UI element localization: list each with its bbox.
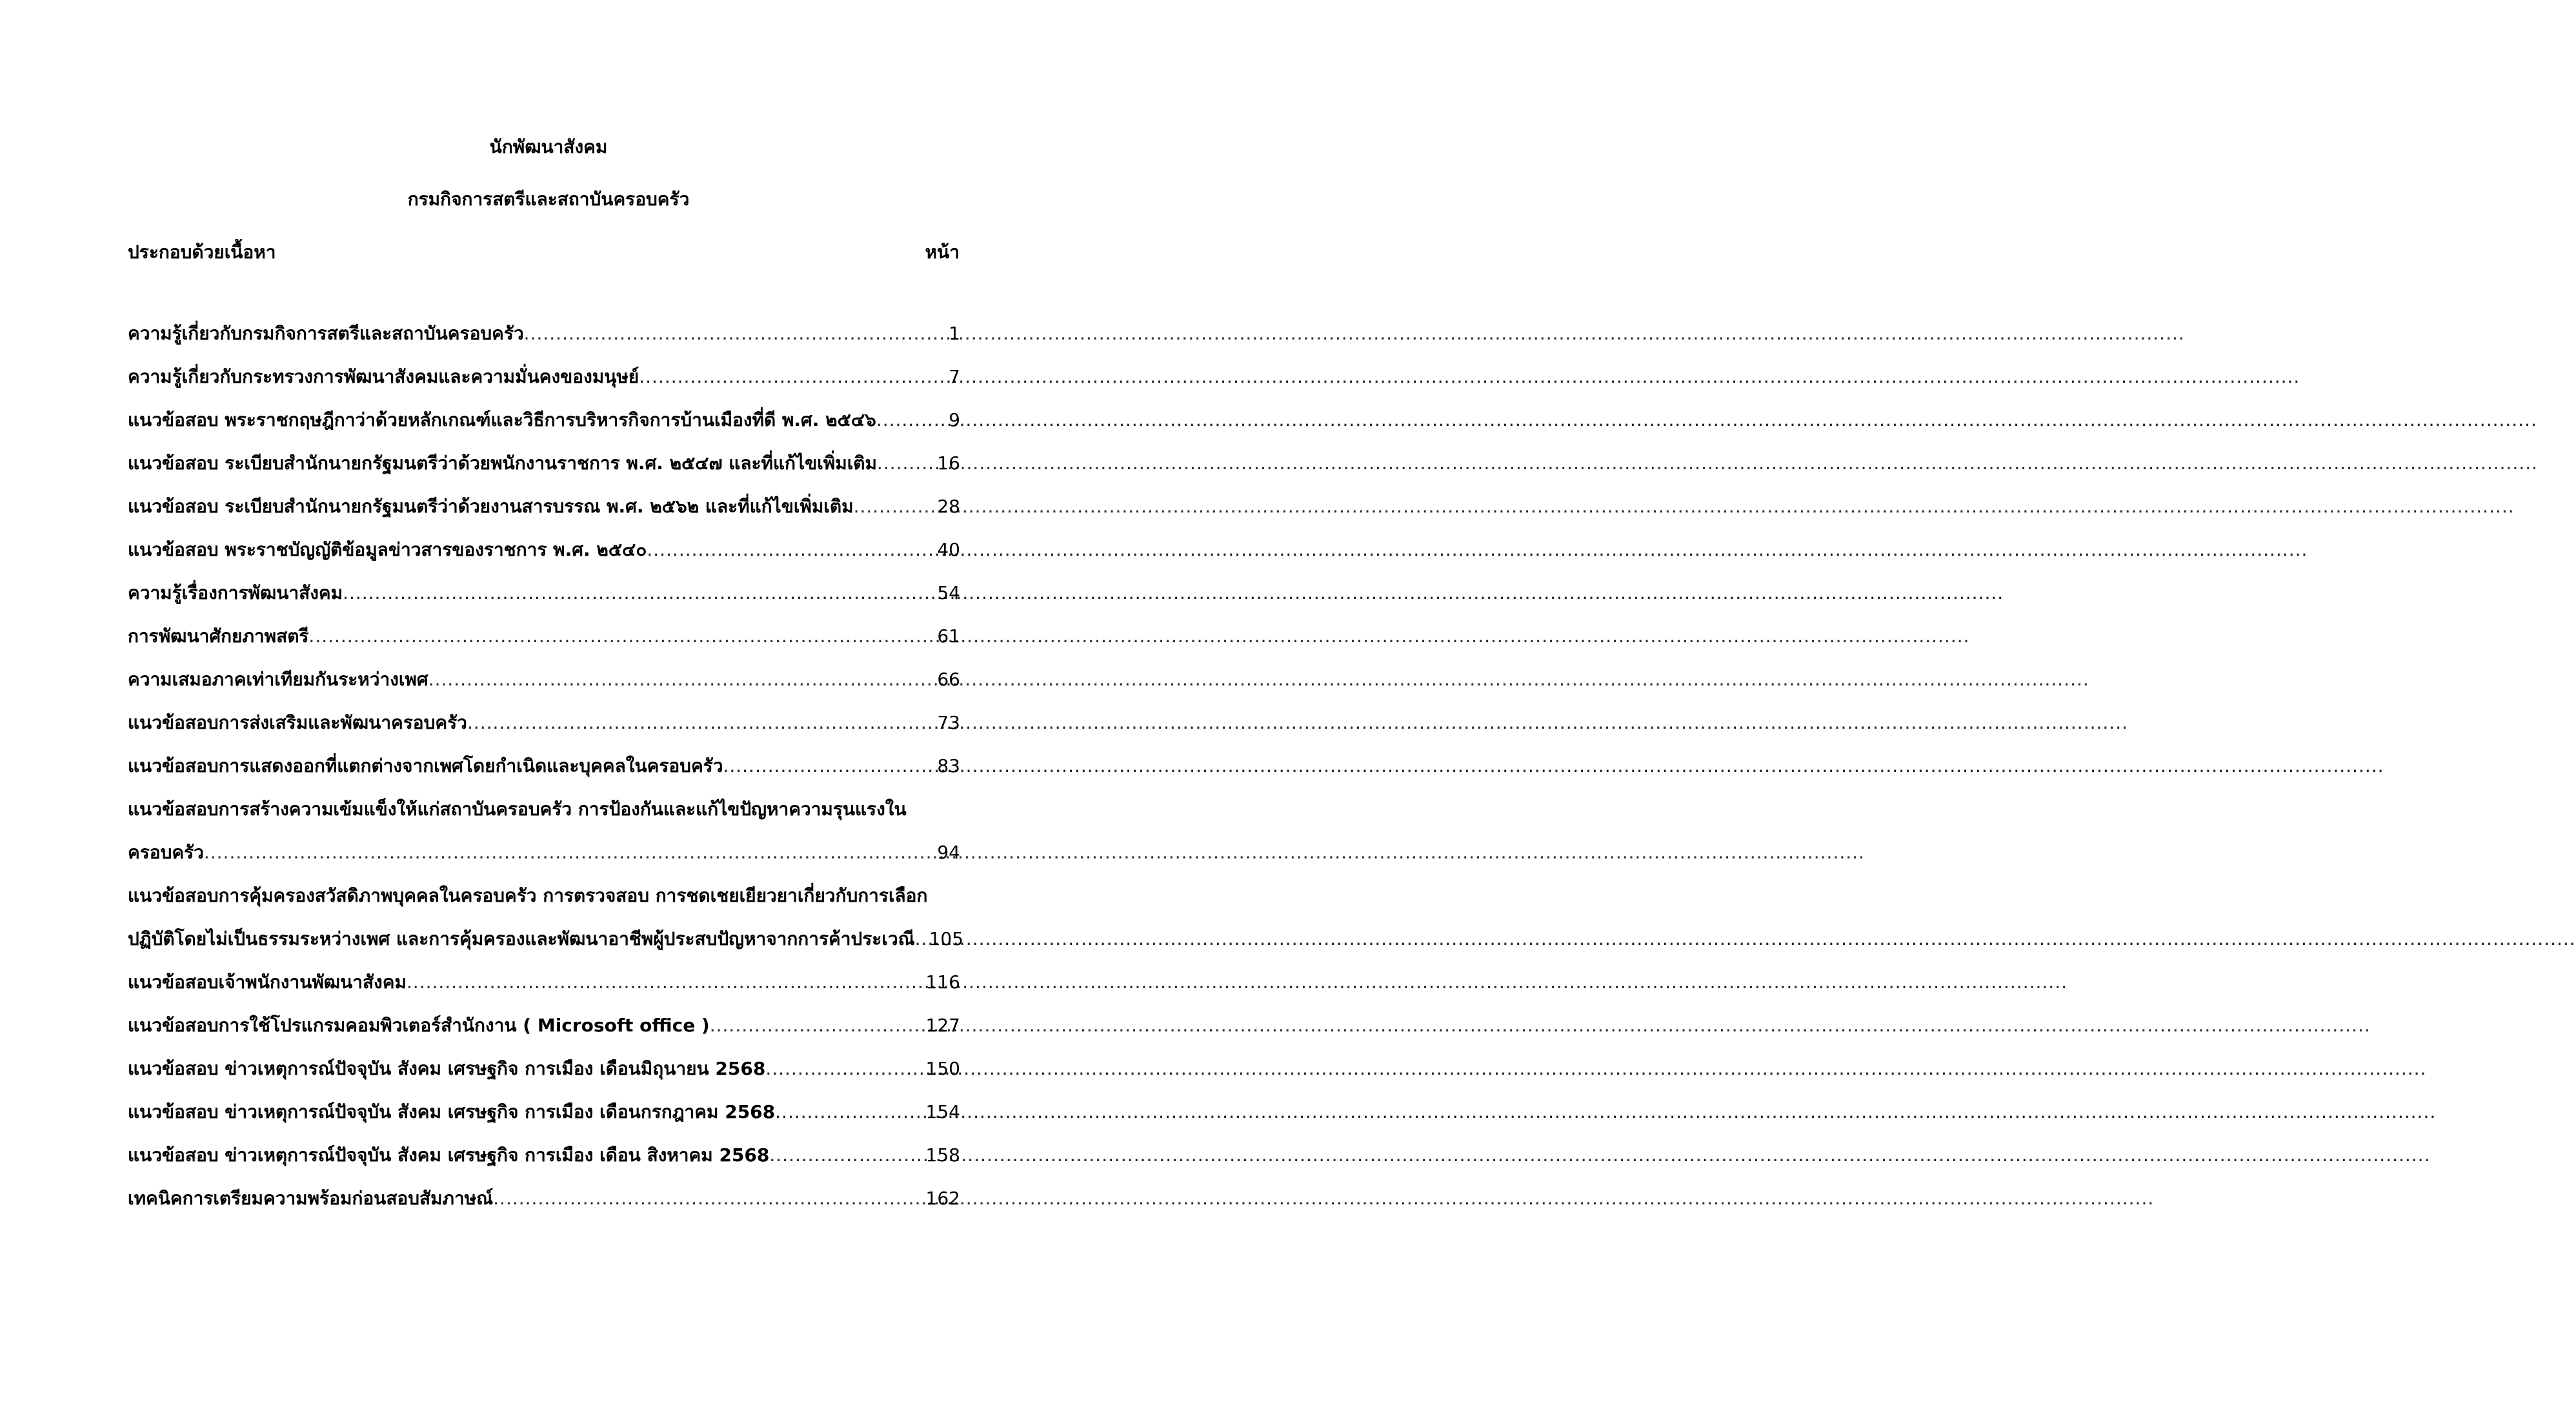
toc-entry-page-number: 28: [937, 496, 960, 517]
toc-entry-row: [128, 1141, 960, 1184]
toc-entry-row: [128, 665, 960, 709]
toc-entry-title: เทคนิคการเตรียมความพร้อมก่อนสอบสัมภาษณ์: [128, 1188, 494, 1209]
dot-leader: [204, 838, 936, 867]
toc-entry: [128, 882, 964, 968]
toc-entry-page-number: 73: [937, 712, 960, 733]
dot-leader: [467, 709, 936, 737]
dot-leader: [524, 320, 948, 348]
toc-entry-row: [128, 363, 960, 406]
toc-entry-page-number: 158: [925, 1144, 960, 1166]
toc-entry-page-number: 1: [949, 323, 960, 344]
toc-entry-row: [128, 968, 960, 1011]
toc-entry-title: ความรู้เรื่องการพัฒนาสังคม: [128, 582, 343, 604]
toc-entry: [128, 1141, 960, 1184]
contents-label: ประกอบด้วยเนื้อหา: [128, 241, 276, 263]
toc-entry-row: [128, 320, 960, 363]
toc-entry-row: [128, 492, 960, 536]
toc-entry-row: [128, 925, 964, 968]
toc-entry: [128, 968, 960, 1011]
dot-leader: [343, 579, 936, 607]
toc-entry-title: การพัฒนาศักยภาพสตรี: [128, 625, 309, 647]
toc-entry-row: [128, 1011, 960, 1055]
toc-entry-row: [128, 622, 960, 665]
toc-entry-title: ปฏิบัติโดยไม่เป็นธรรมระหว่างเพศ และการคุ้มครองและพัฒนาอาชีพผู้ประสบปัญหาจากการค้าประเวณี: [128, 928, 915, 949]
toc-entry-page-number: 127: [925, 1015, 960, 1036]
toc-entry-title: แนวข้อสอบ ข่าวเหตุการณ์ปัจจุบัน สังคม เศรษฐกิจ การเมือง เดือนกรกฎาคม 2568: [128, 1101, 776, 1122]
toc-entry: [128, 665, 960, 709]
toc-entry: [128, 536, 960, 579]
toc-entry-page-number: 61: [937, 625, 960, 647]
toc-entry: [128, 492, 960, 536]
document-subtitle: กรมกิจการสตรีและสถาบันครอบครัว: [407, 188, 690, 210]
toc-entry: [128, 1184, 960, 1228]
document-title: นักพัฒนาสังคม: [489, 136, 608, 157]
toc-entry-page-number: 154: [925, 1101, 960, 1122]
toc-entry: [128, 406, 960, 449]
dot-leader: [775, 1098, 924, 1126]
toc-entry: [128, 320, 960, 363]
dot-leader: [710, 1011, 925, 1040]
toc-entry-page-number: 7: [949, 366, 960, 387]
toc-entry-page-number: 83: [937, 755, 960, 776]
toc-entry-page-number: 9: [949, 409, 960, 431]
toc-entry-title: แนวข้อสอบ ระเบียบสำนักนายกรัฐมนตรีว่าด้วยงานสารบรรณ พ.ศ. ๒๕๖๒ และที่แก้ไขเพิ่มเติม: [128, 496, 854, 517]
toc-entry-row: [128, 1098, 960, 1141]
toc-entry-row: [128, 1055, 960, 1098]
toc-entry-row: [128, 536, 960, 579]
dot-leader: [915, 925, 928, 953]
toc-entry-page-number: 150: [925, 1058, 960, 1079]
dot-leader: [723, 752, 936, 780]
toc-entry: [128, 795, 960, 882]
toc-entry: [128, 1055, 960, 1098]
toc-entry-title: ความรู้เกี่ยวกับกระทรวงการพัฒนาสังคมและความมั่นคงของมนุษย์: [128, 366, 639, 387]
toc-entry-title: ความเสมอภาคเท่าเทียมกันระหว่างเพศ: [128, 669, 428, 690]
toc-entry-page-number: 116: [925, 971, 960, 993]
toc-entry-row: [128, 752, 960, 795]
toc-entry-row: [128, 579, 960, 622]
dot-leader: [639, 363, 947, 391]
toc-entry: [128, 579, 960, 622]
toc-entry: [128, 1098, 960, 1141]
toc-entry-title: ครอบครัว: [128, 842, 204, 863]
toc-entry-title-line: แนวข้อสอบการสร้างความเข้มแข็งให้แก่สถาบันครอบครัว การป้องกันและแก้ไขปัญหาความรุนแรงใน: [128, 798, 907, 820]
toc-entry: [128, 752, 960, 795]
toc-entry-row: [128, 406, 960, 449]
toc-entry-row: [128, 838, 960, 882]
toc-entry: [128, 449, 960, 492]
dot-leader: [407, 968, 925, 997]
table-of-contents: [128, 320, 964, 1228]
toc-entry: [128, 363, 960, 406]
toc-entry-page-number: 105: [929, 928, 964, 949]
toc-entry-title: แนวข้อสอบการส่งเสริมและพัฒนาครอบครัว: [128, 712, 467, 733]
toc-entry-row: [128, 1184, 960, 1228]
toc-entry-page-number: 66: [937, 669, 960, 690]
toc-entry: [128, 622, 960, 665]
dot-leader: [647, 536, 936, 564]
toc-entry-title: แนวข้อสอบ ข่าวเหตุการณ์ปัจจุบัน สังคม เศรษฐกิจ การเมือง เดือน สิงหาคม 2568: [128, 1144, 770, 1166]
toc-entry: [128, 1011, 960, 1055]
dot-leader: [769, 1141, 924, 1170]
toc-entry-page-number: 40: [937, 539, 960, 560]
toc-entry-title: แนวข้อสอบเจ้าพนักงานพัฒนาสังคม: [128, 971, 407, 993]
toc-entry-title: แนวข้อสอบ พระราชบัญญัติข้อมูลข่าวสารของราชการ พ.ศ. ๒๕๔๐: [128, 539, 647, 560]
dot-leader: [876, 406, 947, 434]
toc-entry-page-number: 162: [925, 1188, 960, 1209]
toc-entry-title: แนวข้อสอบ ข่าวเหตุการณ์ปัจจุบัน สังคม เศรษฐกิจ การเมือง เดือนมิถุนายน 2568: [128, 1058, 766, 1079]
toc-entry-page-number: 16: [937, 452, 960, 474]
toc-entry-title: แนวข้อสอบ ระเบียบสำนักนายกรัฐมนตรีว่าด้วยพนักงานราชการ พ.ศ. ๒๕๔๗ และที่แก้ไขเพิ่มเติม: [128, 452, 877, 474]
toc-entry-page-number: 54: [937, 582, 960, 604]
dot-leader: [493, 1184, 924, 1213]
toc-entry-row: [128, 449, 960, 492]
toc-entry-title: แนวข้อสอบการใช้โปรแกรมคอมพิวเตอร์สำนักงาน ( Microsoft office ): [128, 1015, 710, 1036]
page-column-label: หน้า: [925, 241, 960, 263]
document-page: [0, 0, 1097, 1420]
toc-entry-row: [128, 709, 960, 752]
toc-entry-page-number: 94: [937, 842, 960, 863]
toc-entry-title: แนวข้อสอบ พระราชกฤษฎีกาว่าด้วยหลักเกณฑ์และวิธีการบริหารกิจการบ้านเมืองที่ดี พ.ศ. ๒๕๔๖: [128, 409, 876, 431]
dot-leader: [854, 492, 936, 521]
toc-entry-title: แนวข้อสอบการแสดงออกที่แตกต่างจากเพศโดยกำเนิดและบุคคลในครอบครัว: [128, 755, 723, 776]
toc-entry-title: ความรู้เกี่ยวกับกรมกิจการสตรีและสถาบันครอบครัว: [128, 323, 524, 344]
dot-leader: [428, 665, 936, 694]
dot-leader: [308, 622, 936, 651]
toc-entry-title-line: แนวข้อสอบการคุ้มครองสวัสดิภาพบุคคลในครอบครัว การตรวจสอบ การชดเชยเยียวยาเกี่ยวกับการเลือก: [128, 885, 928, 906]
toc-entry: [128, 709, 960, 752]
dot-leader: [877, 449, 936, 478]
dot-leader: [765, 1055, 924, 1083]
